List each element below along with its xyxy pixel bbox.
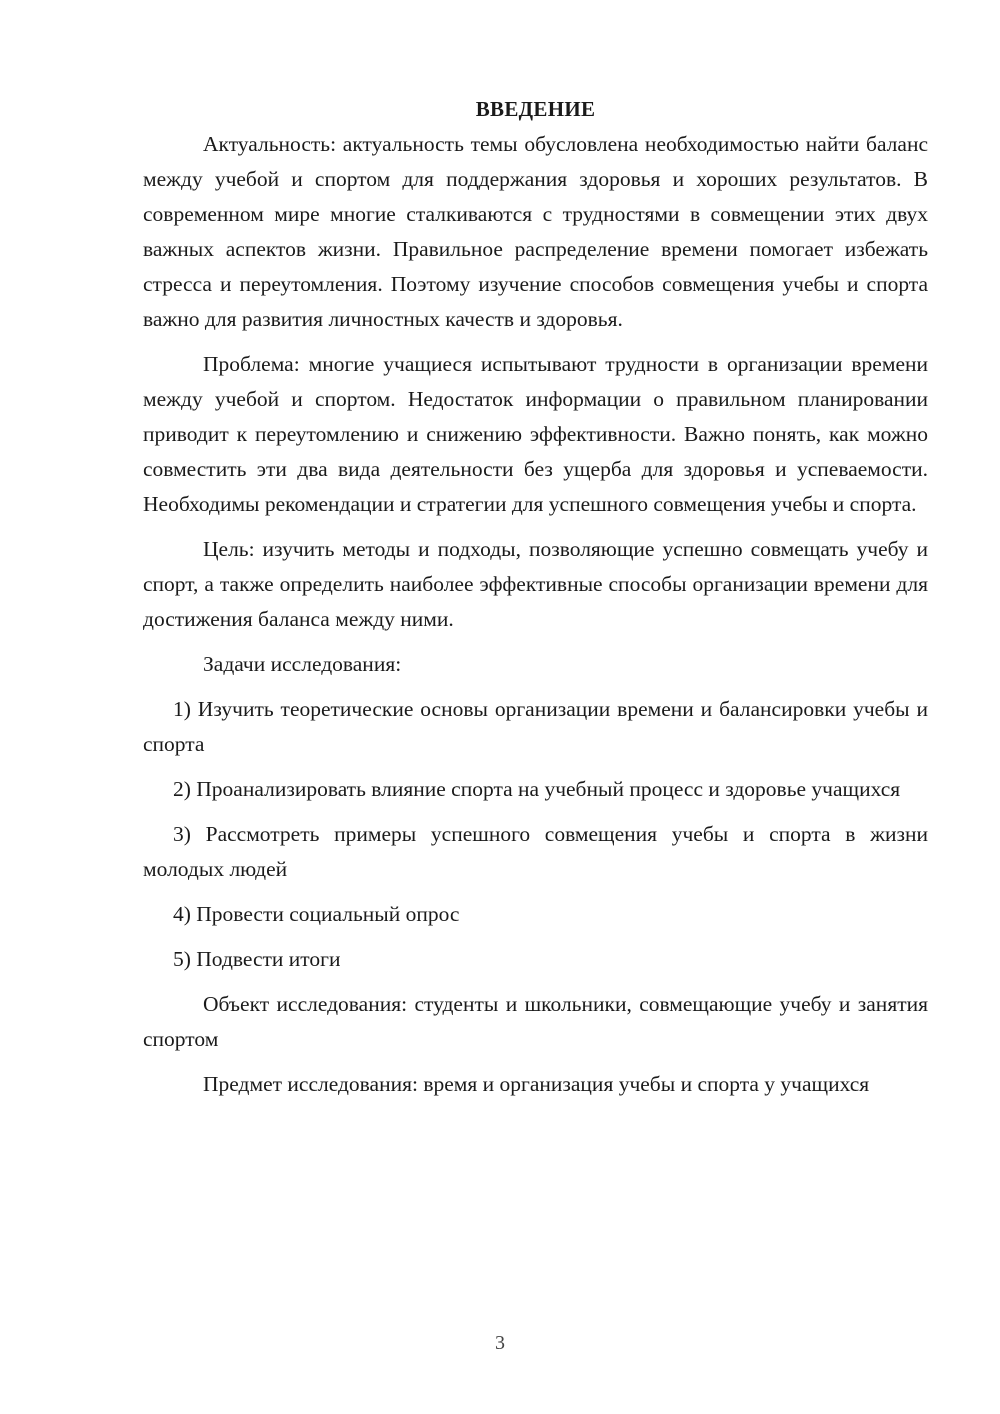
page-number: 3 <box>495 1332 505 1354</box>
section-title: ВВЕДЕНИЕ <box>475 97 596 121</box>
task-item: 5) Подвести итоги <box>173 947 341 971</box>
document-page <box>143 92 928 1112</box>
problem-paragraph: Проблема: многие учащиеся испытывают трудности в организации времени между учебой и спортом. Недостаток информации о правильном планировании приводит к переутомлению и снижению эффективности. Важно понять, как можно совместить эти два вида деятельности без ущерба для здоровья и успеваемости. Необходимы рекомендации и стратегии для успешного совмещения учебы и спорта. <box>143 352 928 516</box>
task-item: 2) Проанализировать влияние спорта на учебный процесс и здоровье учащихся <box>173 777 901 801</box>
task-item: 4) Провести социальный опрос <box>173 902 460 926</box>
relevance-paragraph: Актуальность: актуальность темы обусловлена необходимостью найти баланс между учебой и спортом для поддержания здоровья и хороших результатов. В современном мире многие сталкиваются с трудностями в совмещении этих двух важных аспектов жизни. Правильное распределение времени помогает избежать стресса и переутомления. Поэтому изучение способов совмещения учебы и спорта важно для развития личностных качеств и здоровья. <box>143 132 928 331</box>
goal-paragraph: Цель: изучить методы и подходы, позволяющие успешно совмещать учебу и спорт, а также определить наиболее эффективные способы организации времени для достижения баланса между ними. <box>143 537 928 631</box>
tasks-heading: Задачи исследования: <box>203 652 402 676</box>
task-item: 1) Изучить теоретические основы организации времени и балансировки учебы и спорта <box>143 697 928 756</box>
object-paragraph: Объект исследования: студенты и школьники, совмещающие учебу и занятия спортом <box>143 992 928 1051</box>
subject-paragraph: Предмет исследования: время и организация учебы и спорта у учащихся <box>203 1072 870 1096</box>
task-item: 3) Рассмотреть примеры успешного совмещения учебы и спорта в жизни молодых людей <box>143 822 928 881</box>
